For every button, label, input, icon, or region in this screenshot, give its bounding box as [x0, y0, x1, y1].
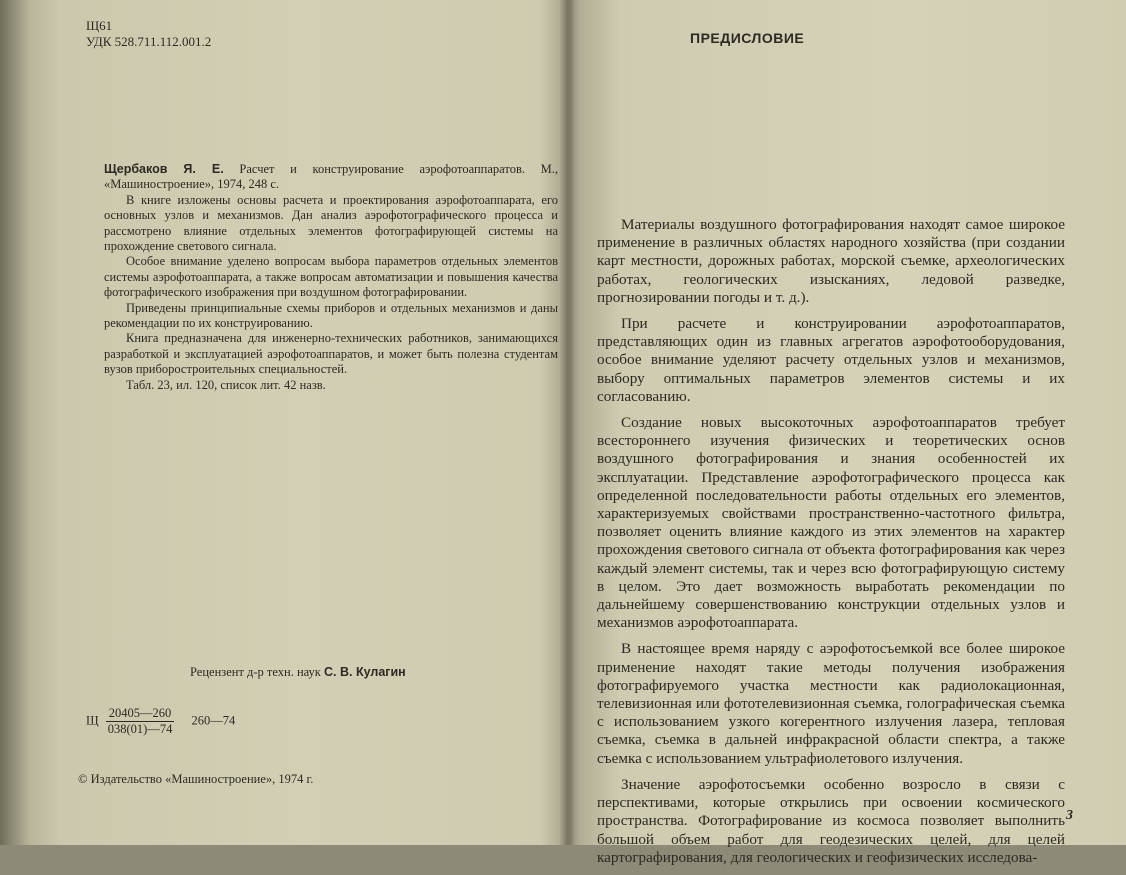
pub-code-fraction	[106, 706, 175, 737]
abstract-paragraph: Особое внимание уделено вопросам выбора параметров отдельных элементов системы аэрофотоаппарата, а также вопросам автоматизации и повышения качества фотографического изображения при воздушном фотографировании.	[104, 254, 558, 300]
pub-code-numerator: 20405—260	[106, 706, 175, 722]
udk-code: УДК 528.711.112.001.2	[86, 34, 212, 49]
publication-code	[86, 706, 235, 737]
reviewer-name: С. В. Кулагин	[324, 665, 406, 679]
abstract-paragraph: Книга предназначена для инженерно-технических работников, занимающихся разработкой и эксплуатацией аэрофотоаппаратов, и может быть полезна студентам вузов приборостроительных специальностей.	[104, 331, 558, 377]
book-title: Расчет и конструирование аэрофотоаппаратов. М.,	[239, 162, 559, 176]
preface-paragraph: Создание новых высокоточных аэрофотоаппаратов требует всестороннего изучения физических и теоретических основ воздушного фотографирования и знания особенностей их эксплуатации. Представление аэрофотографического процесса как определенной последовательности работы отдельных его элементов, характеризуемых свойствами пространственно-частотного фильтра, позволяет оценить влияние каждого из этих элементов на характер прохождения светового сигнала от объекта фотографирования как через каждый элемент системы, так и через всю фотографирующую систему в целом. Это дает возможность выработать рекомендации по дальнейшему совершенствованию конструкции отдельных узлов и механизмов аэрофотоаппарата.	[597, 414, 1065, 632]
pub-code-suffix: 260—74	[191, 713, 236, 728]
bibliography-block	[104, 162, 558, 393]
page-number: 3	[1066, 808, 1073, 823]
abstract-paragraph: В книге изложены основы расчета и проектирования аэрофотоаппарата, его основных узлов и механизмов. Дан анализ аэрофотографического процесса и рассмотрено влияние отдельных элементов фотографирующей системы на прохождение светового сигнала.	[104, 192, 558, 254]
reviewer-label: Рецензент д-р техн. наук	[190, 665, 321, 679]
abstract-paragraph: Табл. 23, ил. 120, список лит. 42 назв.	[126, 377, 326, 392]
preface-paragraph: Значение аэрофотосъемки особенно возросло в связи с перспективами, которые открылись при освоении космического пространства. Фотографирование из космоса позволяет выполнить большой объем работ для геодезических целей, для целей картографирования, для геологических и геофизических исследова-	[597, 775, 1065, 866]
pub-code-denominator: 038(01)—74	[107, 722, 173, 736]
author-name: Щербаков Я. Е.	[104, 162, 224, 176]
abstract-paragraph: Приведены принципиальные схемы приборов и отдельных механизмов и даны рекомендации по их конструированию.	[104, 300, 558, 331]
bibliography-entry	[104, 162, 558, 193]
preface-paragraph: В настоящее время наряду с аэрофотосъемкой все более широкое применение находят такие методы получения изображения фотографируемого участка местности как радиолокационная, телевизионная или фототелевизионная съемка, голографическая съемка с использованием узкого когерентного излучения лазера, тепловая съемка, съемка в дальней инфракрасной области спектра, а также съемка с использованием ультрафиолетового излучения.	[597, 640, 1065, 767]
preface-paragraph: При расчете и конструировании аэрофотоаппаратов, представляющих один из главных агрегатов аэрофотооборудования, особое внимание уделяют расчету отдельных узлов и механизмов, выбору оптимальных параметров элементов системы и их согласованию.	[597, 315, 1065, 405]
preface-body	[597, 216, 1065, 875]
publisher-line: «Машиностроение», 1974, 248 с.	[104, 177, 280, 192]
reviewer-line	[190, 665, 406, 680]
bbk-code: Щ61	[86, 18, 113, 33]
preface-heading: ПРЕДИСЛОВИЕ	[690, 30, 805, 46]
pub-code-letter: Щ	[86, 713, 99, 728]
copyright-line: © Издательство «Машиностроение», 1974 г.	[78, 772, 314, 786]
preface-paragraph: Материалы воздушного фотографирования находят самое широкое применение в различных областях народного хозяйства (при создании карт местности, дорожных работах, морской съемке, археологических работах, геологических изысканиях, ледовой разведке, прогнозировании погоды и т. д.).	[597, 216, 1065, 306]
